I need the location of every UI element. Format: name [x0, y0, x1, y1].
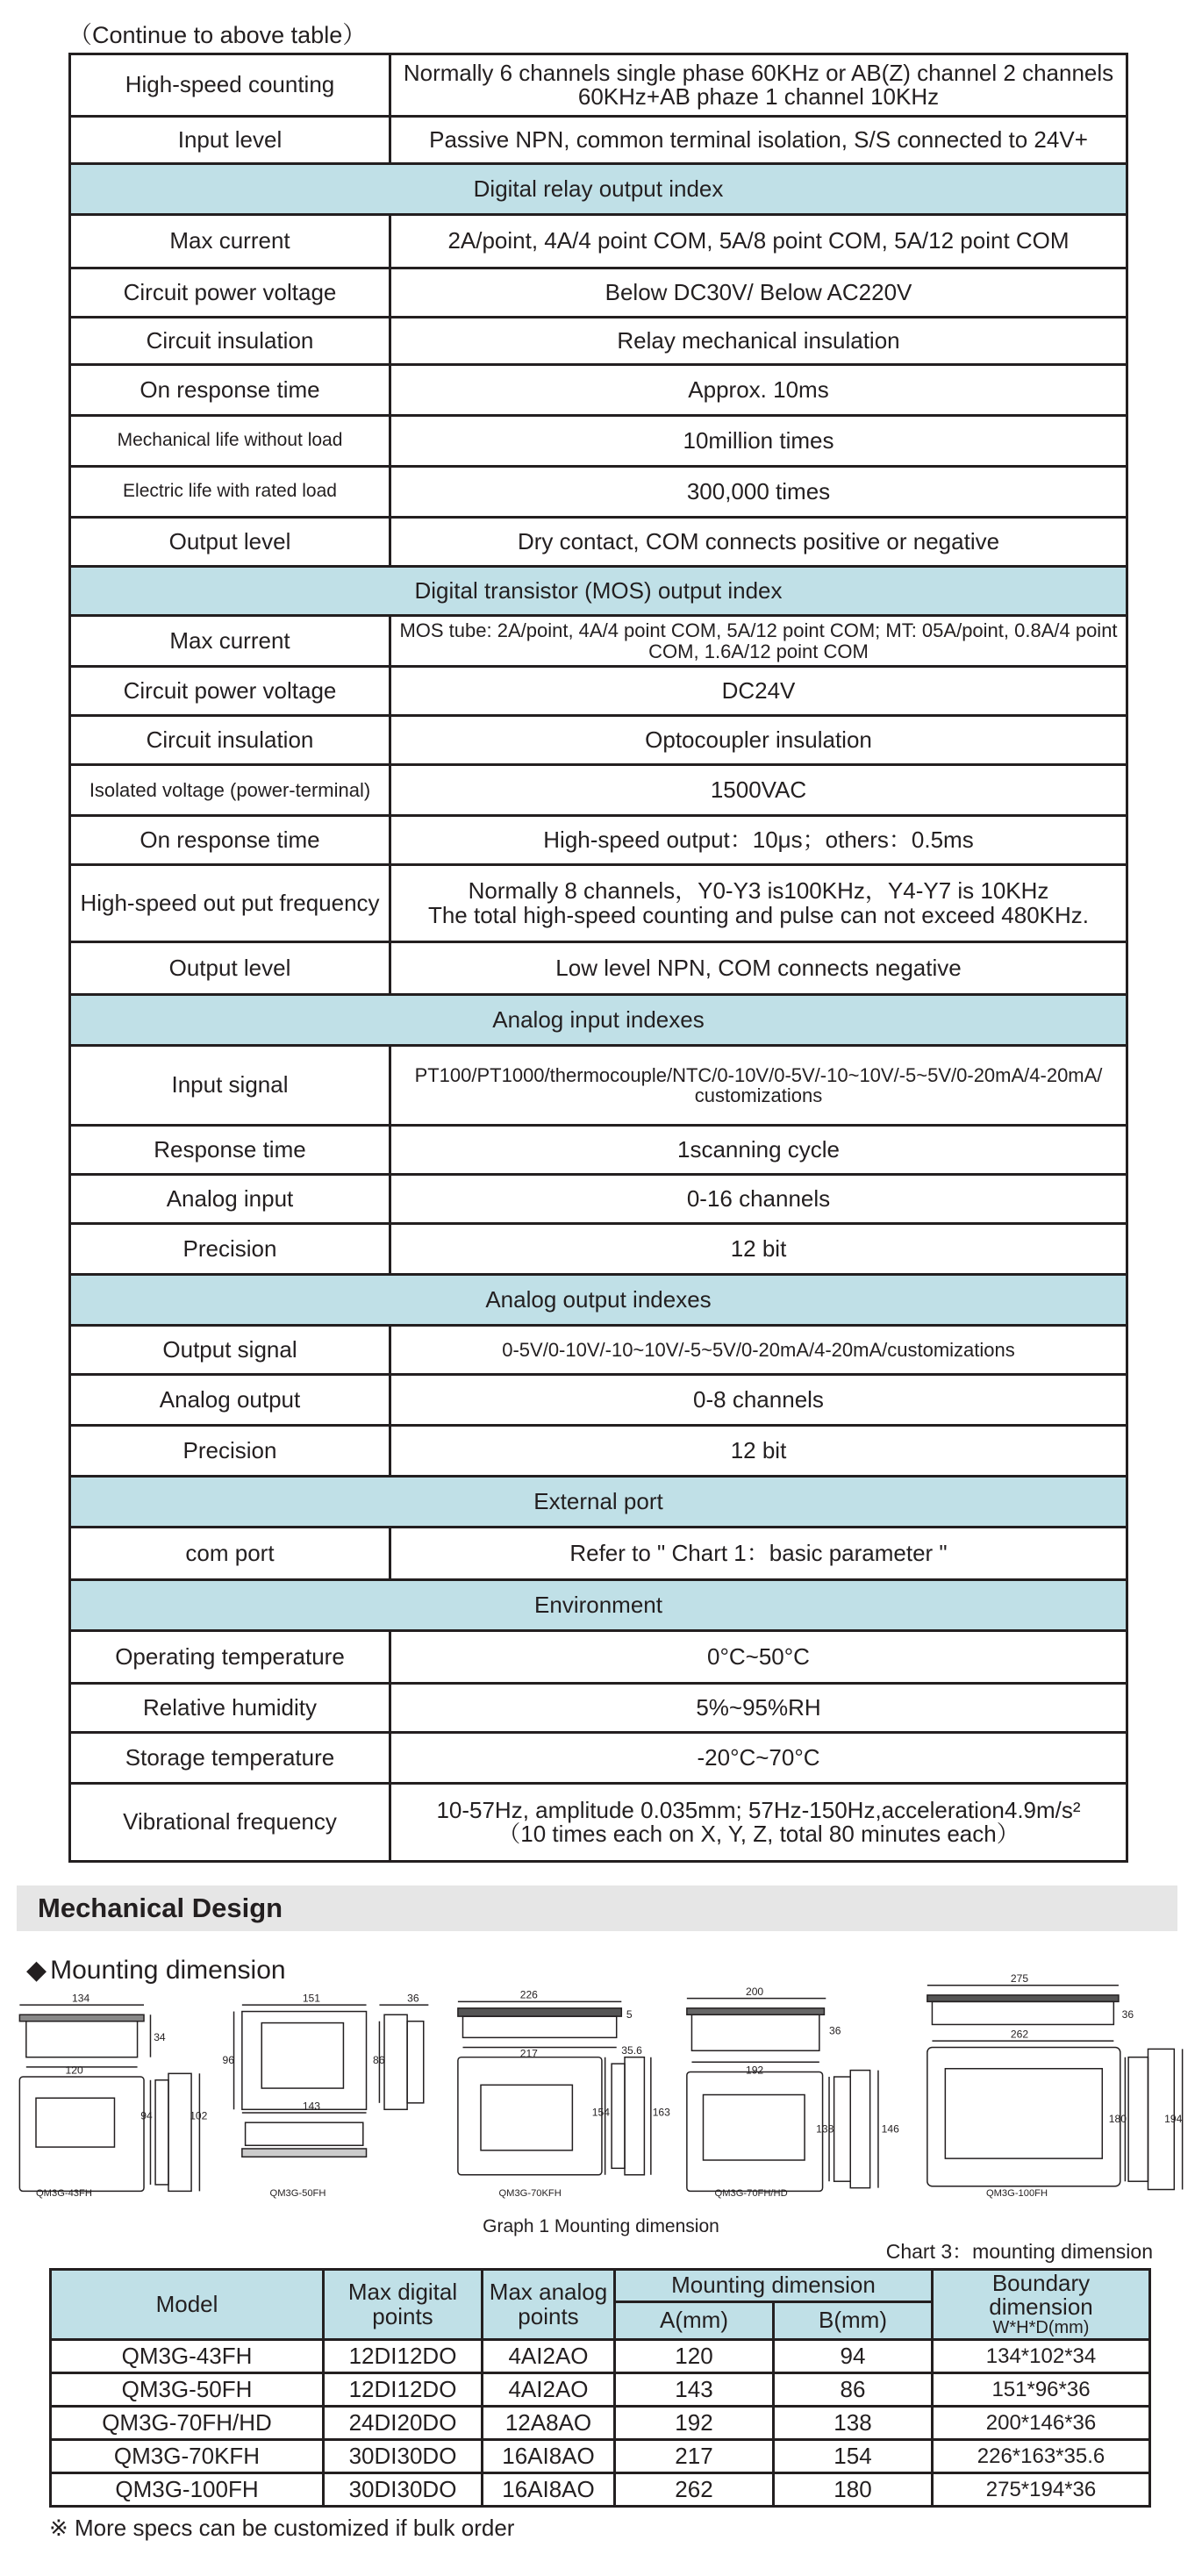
header-boundary-dimension — [933, 2270, 1150, 2340]
dim-label: 262 — [1010, 2028, 1029, 2041]
spec-label: Circuit insulation — [70, 318, 390, 365]
diamond-bullet-icon: ◆ — [26, 1956, 47, 1985]
cell-max-analog: 4AI2AO — [483, 2373, 615, 2407]
section-header-row — [70, 567, 1127, 616]
drawing-qm3g-100fh — [927, 1986, 1183, 2190]
spec-value — [390, 518, 1127, 567]
spec-value — [390, 215, 1127, 268]
cell-max-analog: 12A8AO — [483, 2407, 615, 2440]
table-row — [70, 416, 1127, 467]
spec-value — [390, 942, 1127, 995]
boundary-title: Boundary dimension — [989, 2269, 1093, 2320]
dim-label: 34 — [154, 2031, 166, 2044]
spec-label: Operating temperature — [70, 1631, 390, 1684]
spec-value — [390, 865, 1127, 942]
dim-label: 94 — [140, 2109, 153, 2122]
model-label: QM3G-70KFH — [498, 2187, 562, 2199]
section-header-row — [70, 1477, 1127, 1528]
cell-boundary: 275*194*36 — [933, 2473, 1150, 2507]
section-header: Analog output indexes — [70, 1275, 1127, 1326]
cell-model: QM3G-43FH — [51, 2340, 324, 2373]
table-row — [70, 1426, 1127, 1477]
table-row — [51, 2473, 1150, 2507]
chart-caption: Chart 3：mounting dimension — [885, 2240, 1153, 2263]
cell-a-mm: 217 — [615, 2440, 774, 2473]
spec-value-text: Approx. 10ms — [688, 376, 829, 403]
cell-a-mm: 192 — [615, 2407, 774, 2440]
spec-value — [390, 268, 1127, 318]
table-row — [70, 667, 1127, 716]
dim-label: 35.6 — [621, 2043, 642, 2057]
table-row — [51, 2407, 1150, 2440]
spec-value-text: High-speed output：10μs；others：0.5ms — [543, 826, 974, 853]
spec-label: Output signal — [70, 1326, 390, 1375]
cell-boundary: 151*96*36 — [933, 2373, 1150, 2407]
cell-max-digital: 30DI30DO — [324, 2473, 483, 2507]
table-row — [70, 518, 1127, 567]
spec-value — [390, 716, 1127, 765]
dim-label: 154 — [591, 2106, 610, 2119]
graph-caption: Graph 1 Mounting dimension — [483, 2216, 719, 2236]
mounting-dimension-table — [49, 2268, 1151, 2508]
spec-label: Storage temperature — [70, 1733, 390, 1784]
table-row — [70, 365, 1127, 416]
section-header: Digital transistor (MOS) output index — [70, 567, 1127, 616]
spec-label: High-speed counting — [70, 54, 390, 117]
section-header-row — [70, 1580, 1127, 1631]
cell-a-mm: 143 — [615, 2373, 774, 2407]
table-header-row — [51, 2270, 1150, 2302]
table-row — [70, 54, 1127, 117]
spec-value-text: 0-16 channels — [686, 1184, 831, 1212]
header-mounting-dimension: Mounting dimension — [615, 2270, 933, 2302]
model-labels — [36, 2188, 1048, 2199]
dim-label: 275 — [1010, 1972, 1029, 1986]
table-row — [70, 716, 1127, 765]
dim-label: 200 — [745, 1985, 764, 1998]
drawing-qm3g-70fh-hd — [687, 1999, 878, 2192]
spec-value-text: 2A/point, 4A/4 point COM, 5A/8 point COM, 5A/12 point COM — [447, 227, 1070, 254]
spec-value-text: Below DC30V/ Below AC220V — [605, 278, 912, 305]
section-header-row — [70, 995, 1127, 1046]
header-max-analog: Max analog points — [483, 2270, 615, 2340]
table-row — [70, 1631, 1127, 1684]
spec-value — [390, 616, 1127, 667]
spec-value — [390, 816, 1127, 865]
spec-value-text: PT100/PT1000/thermocouple/NTC/0-10V/0-5V/-10~10V/-5~5V/0-20mA/4-20mA/ customizations — [414, 1063, 1103, 1106]
cell-b-mm: 138 — [774, 2407, 933, 2440]
dim-label: 163 — [652, 2106, 670, 2119]
dim-label: 36 — [407, 1992, 419, 2005]
cell-max-digital: 24DI20DO — [324, 2407, 483, 2440]
spec-value-text: Relay mechanical insulation — [617, 326, 900, 354]
cell-max-digital: 12DI12DO — [324, 2340, 483, 2373]
spec-value — [390, 1733, 1127, 1784]
spec-value-text: Optocoupler insulation — [645, 726, 872, 753]
spec-value-text: 300,000 times — [686, 477, 831, 504]
spec-value-text: 0°C~50°C — [707, 1642, 810, 1670]
spec-value — [390, 667, 1127, 716]
table-row — [70, 467, 1127, 518]
dim-label: 36 — [829, 2024, 841, 2037]
spec-value — [390, 1528, 1127, 1580]
model-label: QM3G-100FH — [985, 2187, 1048, 2199]
spec-label: High-speed out put frequency — [70, 865, 390, 942]
table-row — [70, 816, 1127, 865]
model-label: QM3G-50FH — [269, 2187, 326, 2199]
spec-value — [390, 1175, 1127, 1224]
table-row — [51, 2440, 1150, 2473]
dim-label: 138 — [816, 2122, 834, 2136]
spec-value — [390, 1375, 1127, 1426]
spec-value-text: Low level NPN, COM connects negative — [555, 954, 962, 981]
spec-value — [390, 1326, 1127, 1375]
table-row — [70, 1528, 1127, 1580]
spec-label: Response time — [70, 1126, 390, 1175]
cell-boundary: 226*163*35.6 — [933, 2440, 1150, 2473]
table-row — [70, 1224, 1127, 1275]
spec-value — [390, 54, 1127, 117]
spec-label: Output level — [70, 942, 390, 995]
dim-label: 96 — [222, 2054, 234, 2067]
spec-value — [390, 416, 1127, 467]
cell-model: QM3G-50FH — [51, 2373, 324, 2407]
spec-label: com port — [70, 1528, 390, 1580]
spec-label: Max current — [70, 215, 390, 268]
section-header: External port — [70, 1477, 1127, 1528]
dim-label: 86 — [372, 2054, 385, 2067]
cell-b-mm: 94 — [774, 2340, 933, 2373]
spec-value-text: Normally 8 channels，Y0-Y3 is100KHz，Y4-Y7 is 10KHz — [468, 877, 1049, 905]
spec-label: Circuit power voltage — [70, 667, 390, 716]
cell-model: QM3G-100FH — [51, 2473, 324, 2507]
footnote: ※ More specs can be customized if bulk order — [49, 2515, 515, 2541]
spec-label: Precision — [70, 1224, 390, 1275]
cell-max-analog: 16AI8AO — [483, 2473, 615, 2507]
section-header: Environment — [70, 1580, 1127, 1631]
spec-value-text: Passive NPN, common terminal isolation, S/S connected to 24V+ — [429, 125, 1088, 153]
spec-value-text: 0-5V/0-10V/-10~10V/-5~5V/0-20mA/4-20mA/customizations — [502, 1338, 1015, 1361]
header-max-digital: Max digital points — [324, 2270, 483, 2340]
spec-value-text: 10-57Hz, amplitude 0.035mm; 57Hz-150Hz,acceleration4.9m/s² — [436, 1796, 1081, 1823]
section-header: Analog input indexes — [70, 995, 1127, 1046]
drawing-qm3g-43fh — [19, 2005, 199, 2191]
table-row — [51, 2340, 1150, 2373]
spec-value-text-2: The total high-speed counting and pulse can not exceed 480KHz. — [427, 901, 1090, 928]
spec-label: On response time — [70, 365, 390, 416]
dim-label: 180 — [1108, 2113, 1127, 2126]
spec-value — [390, 117, 1127, 164]
dim-label: 146 — [881, 2122, 899, 2136]
mounting-heading-text: Mounting dimension — [50, 1956, 286, 1985]
spec-value-text: Dry contact, COM connects positive or negative — [517, 527, 1000, 555]
spec-value-text: Normally 6 channels single phase 60KHz or AB(Z) channel 2 channels 60KHz+AB phaze 1 channel 10KHz — [403, 59, 1114, 110]
spec-label: Circuit insulation — [70, 716, 390, 765]
table-row — [70, 1733, 1127, 1784]
continue-note: （Continue to above table） — [68, 22, 367, 48]
table-row — [70, 1126, 1127, 1175]
spec-value-text: DC24V — [721, 676, 796, 704]
drawing-qm3g-50fh — [234, 2005, 429, 2157]
spec-value — [390, 318, 1127, 365]
dim-label: 151 — [302, 1992, 321, 2005]
spec-table — [68, 53, 1128, 1863]
header-b: B(mm) — [774, 2302, 933, 2340]
dim-label: 226 — [519, 1988, 538, 2001]
table-row — [70, 942, 1127, 995]
header-model: Model — [51, 2270, 324, 2340]
cell-boundary: 134*102*34 — [933, 2340, 1150, 2373]
table-row — [70, 1784, 1127, 1862]
spec-value — [390, 1046, 1127, 1126]
header-a: A(mm) — [615, 2302, 774, 2340]
table-row — [70, 117, 1127, 164]
spec-label: Mechanical life without load — [70, 416, 390, 467]
model-label: QM3G-70FH/HD — [714, 2187, 788, 2199]
table-row — [70, 616, 1127, 667]
spec-value-text: 1scanning cycle — [677, 1135, 840, 1163]
dim-label: 36 — [1121, 2008, 1134, 2021]
spec-label: Circuit power voltage — [70, 268, 390, 318]
dim-label: 5 — [626, 2008, 633, 2021]
spec-value — [390, 1426, 1127, 1477]
table-row — [70, 215, 1127, 268]
spec-value — [390, 765, 1127, 816]
cell-max-analog: 4AI2AO — [483, 2340, 615, 2373]
spec-label: Vibrational frequency — [70, 1784, 390, 1862]
spec-label: Input signal — [70, 1046, 390, 1126]
dim-label: 143 — [302, 2100, 321, 2113]
spec-value-text: MOS tube: 2A/point, 4A/4 point COM, 5A/12 point COM; MT: 05A/point, 0.8A/4 point COM, 1.6A/12 point COM — [399, 619, 1118, 662]
boundary-unit: W*H*D(mm) — [992, 2318, 1090, 2338]
dim-label: 134 — [72, 1992, 90, 2005]
spec-label: Analog input — [70, 1175, 390, 1224]
cell-max-digital: 12DI12DO — [324, 2373, 483, 2407]
table-row — [70, 268, 1127, 318]
cell-max-digital: 30DI30DO — [324, 2440, 483, 2473]
section-title-mechanical-design: Mechanical Design — [17, 1885, 1177, 1931]
dim-label: 194 — [1164, 2113, 1183, 2126]
spec-value-text-2: （10 times each on X, Y, Z, total 80 minutes each） — [497, 1821, 1020, 1847]
spec-label: Input level — [70, 117, 390, 164]
spec-value — [390, 1126, 1127, 1175]
table-row — [70, 318, 1127, 365]
section-header-row — [70, 164, 1127, 215]
drawing-qm3g-70kfh — [458, 2001, 651, 2174]
spec-label: Electric life with rated load — [70, 467, 390, 518]
spec-value — [390, 1631, 1127, 1684]
table-row — [70, 765, 1127, 816]
spec-label: Relative humidity — [70, 1684, 390, 1733]
spec-value — [390, 1224, 1127, 1275]
spec-value-text: 12 bit — [730, 1234, 787, 1262]
spec-value-text: 10million times — [683, 426, 834, 454]
spec-value-text: 0-8 channels — [693, 1385, 824, 1413]
section-header: Digital relay output index — [70, 164, 1127, 215]
table-row — [70, 1375, 1127, 1426]
table-row — [70, 1684, 1127, 1733]
spec-value-text: Refer to " Chart 1：basic parameter " — [569, 1539, 948, 1566]
spec-value-text: 5%~95%RH — [696, 1693, 821, 1721]
spec-value — [390, 1684, 1127, 1733]
spec-value — [390, 1784, 1127, 1862]
cell-model: QM3G-70FH/HD — [51, 2407, 324, 2440]
cell-b-mm: 180 — [774, 2473, 933, 2507]
spec-value-text: 12 bit — [730, 1436, 787, 1463]
cell-a-mm: 120 — [615, 2340, 774, 2373]
dim-label: 192 — [745, 2064, 764, 2077]
cell-max-analog: 16AI8AO — [483, 2440, 615, 2473]
spec-value — [390, 365, 1127, 416]
table-row — [70, 1326, 1127, 1375]
spec-label: On response time — [70, 816, 390, 865]
cell-b-mm: 86 — [774, 2373, 933, 2407]
spec-label: Output level — [70, 518, 390, 567]
spec-value-text: -20°C~70°C — [697, 1743, 820, 1771]
cell-boundary: 200*146*36 — [933, 2407, 1150, 2440]
cell-a-mm: 262 — [615, 2473, 774, 2507]
table-row — [51, 2373, 1150, 2407]
dim-label: 120 — [65, 2064, 83, 2077]
spec-label: Max current — [70, 616, 390, 667]
model-label: QM3G-43FH — [36, 2187, 92, 2199]
dim-label: 217 — [519, 2047, 538, 2060]
table-row — [70, 1046, 1127, 1126]
spec-label: Isolated voltage (power-terminal) — [70, 765, 390, 816]
cell-model: QM3G-70KFH — [51, 2440, 324, 2473]
spec-label: Analog output — [70, 1375, 390, 1426]
table-row — [70, 865, 1127, 942]
section-header-row — [70, 1275, 1127, 1326]
spec-value — [390, 467, 1127, 518]
spec-value-text: 1500VAC — [710, 776, 807, 803]
table-row — [70, 1175, 1127, 1224]
cell-b-mm: 154 — [774, 2440, 933, 2473]
mounting-dimension-drawings — [0, 1971, 1202, 2207]
spec-label: Precision — [70, 1426, 390, 1477]
dim-label: 102 — [190, 2109, 208, 2122]
